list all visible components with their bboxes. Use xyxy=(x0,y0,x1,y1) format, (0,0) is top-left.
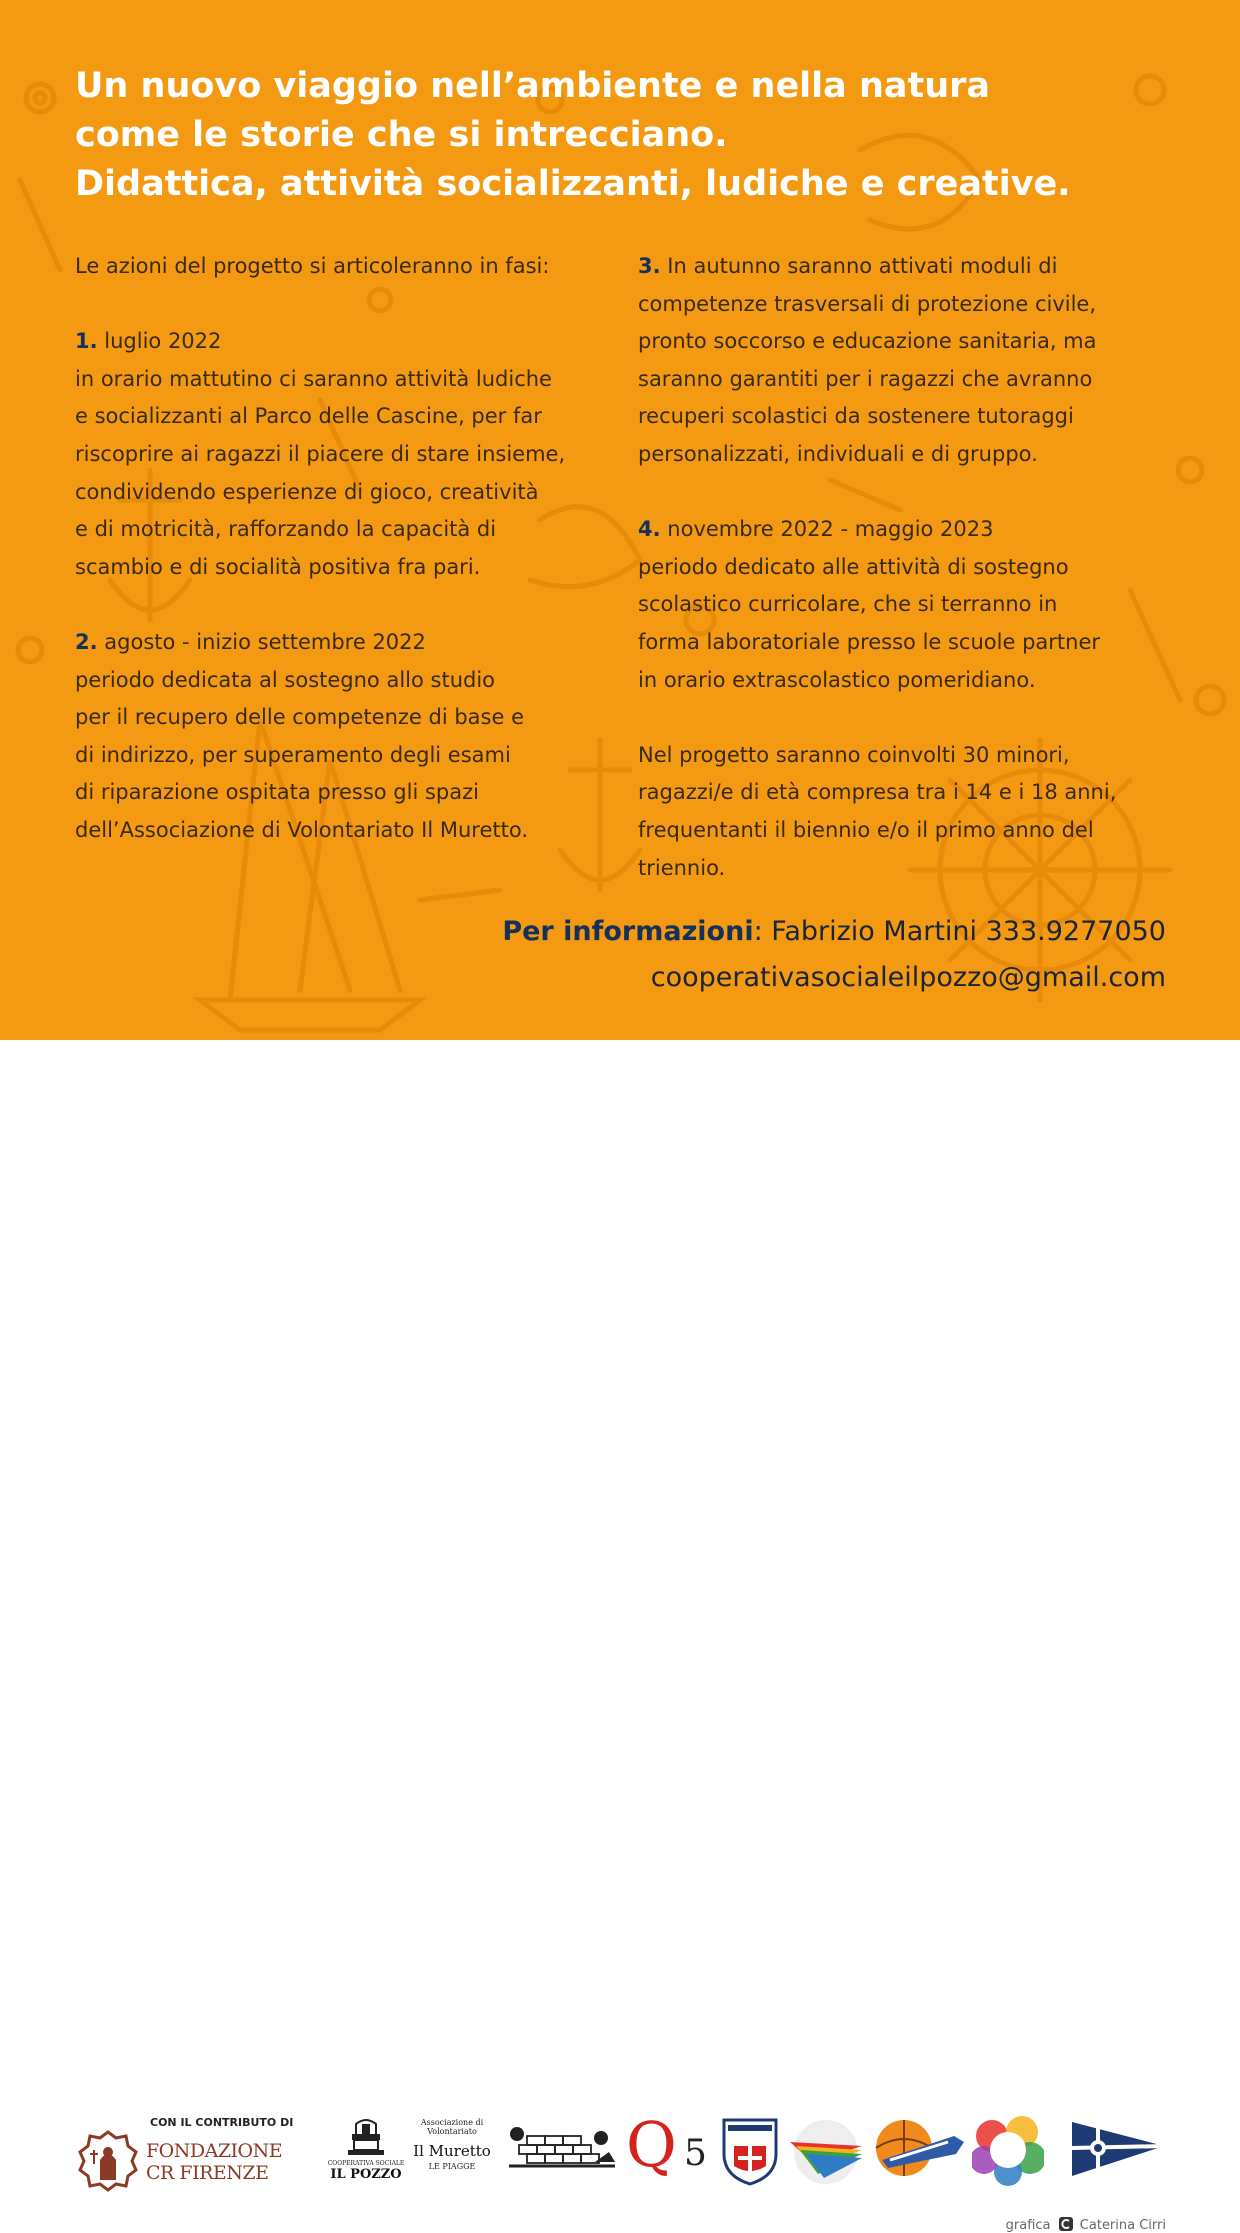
phase-2-line: per il recupero delle competenze di base e xyxy=(75,705,524,730)
phase-3-number: 3. xyxy=(638,254,661,278)
muretto-name: Il Muretto xyxy=(413,2142,491,2160)
phase-3-line: saranno garantiti per i ragazzi che avranno xyxy=(638,366,1093,391)
fondazione-name-line-2: CR FIRENZE xyxy=(146,2162,269,2184)
headline-line-2: come le storie che si intrecciano. xyxy=(75,115,728,155)
phase-2-line: di riparazione ospitata presso gli spazi xyxy=(75,780,479,805)
phase-1-line: e di motricità, rafforzando la capacità di xyxy=(75,517,497,542)
participants-line: Nel progetto saranno coinvolti 30 minori, xyxy=(638,742,1070,767)
phase-4-line: in orario extrascolastico pomeridiano. xyxy=(638,667,1036,692)
itis-meucci-logo xyxy=(786,2116,866,2186)
phase-3-line: personalizzati, individuali e di gruppo. xyxy=(638,441,1038,466)
credit-prefix: grafica xyxy=(1005,2218,1051,2233)
muretto-sub: LE PIAGGE xyxy=(428,2162,476,2171)
q5-logo xyxy=(626,2108,718,2184)
intro-text: Le azioni del progetto si articoleranno in fasi: xyxy=(75,254,550,278)
contact-name-phone[interactable]: Fabrizio Martini 333.9277050 xyxy=(771,916,1166,947)
contact-line xyxy=(502,909,1166,955)
il-muretto-logo xyxy=(408,2118,496,2188)
fratellanza-popolare-peretola-logo xyxy=(720,2116,780,2186)
right-column xyxy=(638,248,1198,887)
phase-2-line: dell’Associazione di Volontariato Il Muretto. xyxy=(75,817,529,842)
phase-4-line: periodo dedicato alle attività di sostegno xyxy=(638,554,1069,579)
phase-3-title: In autunno saranno attivati moduli di xyxy=(667,254,1058,278)
headline-line-3: Didattica, attività socializzanti, ludiche e creative. xyxy=(75,164,1071,204)
phase-1-heading xyxy=(75,323,625,361)
headline-line-1: Un nuovo viaggio nell’ambiente e nella natura xyxy=(75,66,991,106)
well-icon xyxy=(344,2116,388,2160)
phase-1-line: scambio e di socialità positiva fra pari. xyxy=(75,554,481,579)
pozzo-name: IL POZZO xyxy=(330,2167,402,2182)
phase-1-line: e socializzanti al Parco delle Cascine, per far xyxy=(75,404,542,429)
freccia-azzurra-logo xyxy=(868,2116,968,2182)
phase-3-line: pronto soccorso e educazione sanitaria, ma xyxy=(638,329,1097,354)
phase-4-line: scolastico curricolare, che si terranno in xyxy=(638,592,1058,617)
left-column xyxy=(75,248,625,850)
phase-2-line: periodo dedicata al sostegno allo studio xyxy=(75,667,496,692)
brick-wall-mascot-logo xyxy=(505,2122,619,2178)
participants-line: triennio. xyxy=(638,855,726,880)
phase-4-number: 4. xyxy=(638,517,661,542)
contrib-label: CON IL CONTRIBUTO DI xyxy=(150,2116,294,2129)
participants-line: frequentanti il biennio e/o il primo anno del xyxy=(638,817,1094,842)
contact-info xyxy=(502,909,1166,1001)
phase-2-number: 2. xyxy=(75,629,98,654)
sassetti-peruzzi-logo xyxy=(972,2114,1044,2186)
phase-2-heading xyxy=(75,624,625,662)
design-credit xyxy=(1006,2217,1166,2233)
pozzo-small-label: COOPERATIVA SOCIALE xyxy=(327,2160,405,2167)
lni-firenze-flag-logo xyxy=(1068,2118,1168,2180)
phase-3-line: competenze trasversali di protezione civile, xyxy=(638,291,1097,316)
muretto-assoc-line-1: Associazione di xyxy=(420,2118,484,2127)
fondazione-name-line-1: FONDAZIONE xyxy=(146,2140,283,2162)
fondazione-cr-firenze-logo xyxy=(78,2114,298,2196)
poster-background xyxy=(0,0,1240,1040)
phase-1-line: condividendo esperienze di gioco, creatività xyxy=(75,479,539,504)
q5-number: 5 xyxy=(684,2133,707,2174)
phase-3-heading xyxy=(638,248,1198,286)
phase-1-number: 1. xyxy=(75,329,98,354)
caterina-cirri-mark-icon xyxy=(1059,2217,1073,2231)
phase-1-line: in orario mattutino ci saranno attività ludiche xyxy=(75,366,552,391)
partner-logos-footer xyxy=(0,1040,1240,2233)
phase-1-line: riscoprire ai ragazzi il piacere di stare insieme, xyxy=(75,441,566,466)
contact-label: Per informazioni xyxy=(502,916,754,947)
participants-line: ragazzi/e di età compresa tra i 14 e i 18 anni, xyxy=(638,780,1117,805)
contact-separator: : xyxy=(753,916,772,947)
phase-4-heading xyxy=(638,511,1198,549)
phase-1-title: luglio 2022 xyxy=(104,329,222,354)
credit-name: Caterina Cirri xyxy=(1079,2218,1166,2233)
fondazione-emblem-icon xyxy=(78,2130,138,2192)
il-pozzo-logo xyxy=(318,2116,414,2188)
phase-2-line: di indirizzo, per superamento degli esami xyxy=(75,742,511,767)
phase-2-title: agosto - inizio settembre 2022 xyxy=(104,629,426,654)
muretto-assoc-line-2: Volontariato xyxy=(427,2127,477,2136)
phase-3-line: recuperi scolastici da sostenere tutoraggi xyxy=(638,404,1074,429)
contact-email[interactable]: cooperativasocialeilpozzo@gmail.com xyxy=(650,962,1166,993)
phase-4-line: forma laboratoriale presso le scuole partner xyxy=(638,629,1100,654)
phase-4-title: novembre 2022 - maggio 2023 xyxy=(667,517,994,542)
headline xyxy=(75,62,1195,209)
q5-letter: Q xyxy=(626,2108,677,2181)
